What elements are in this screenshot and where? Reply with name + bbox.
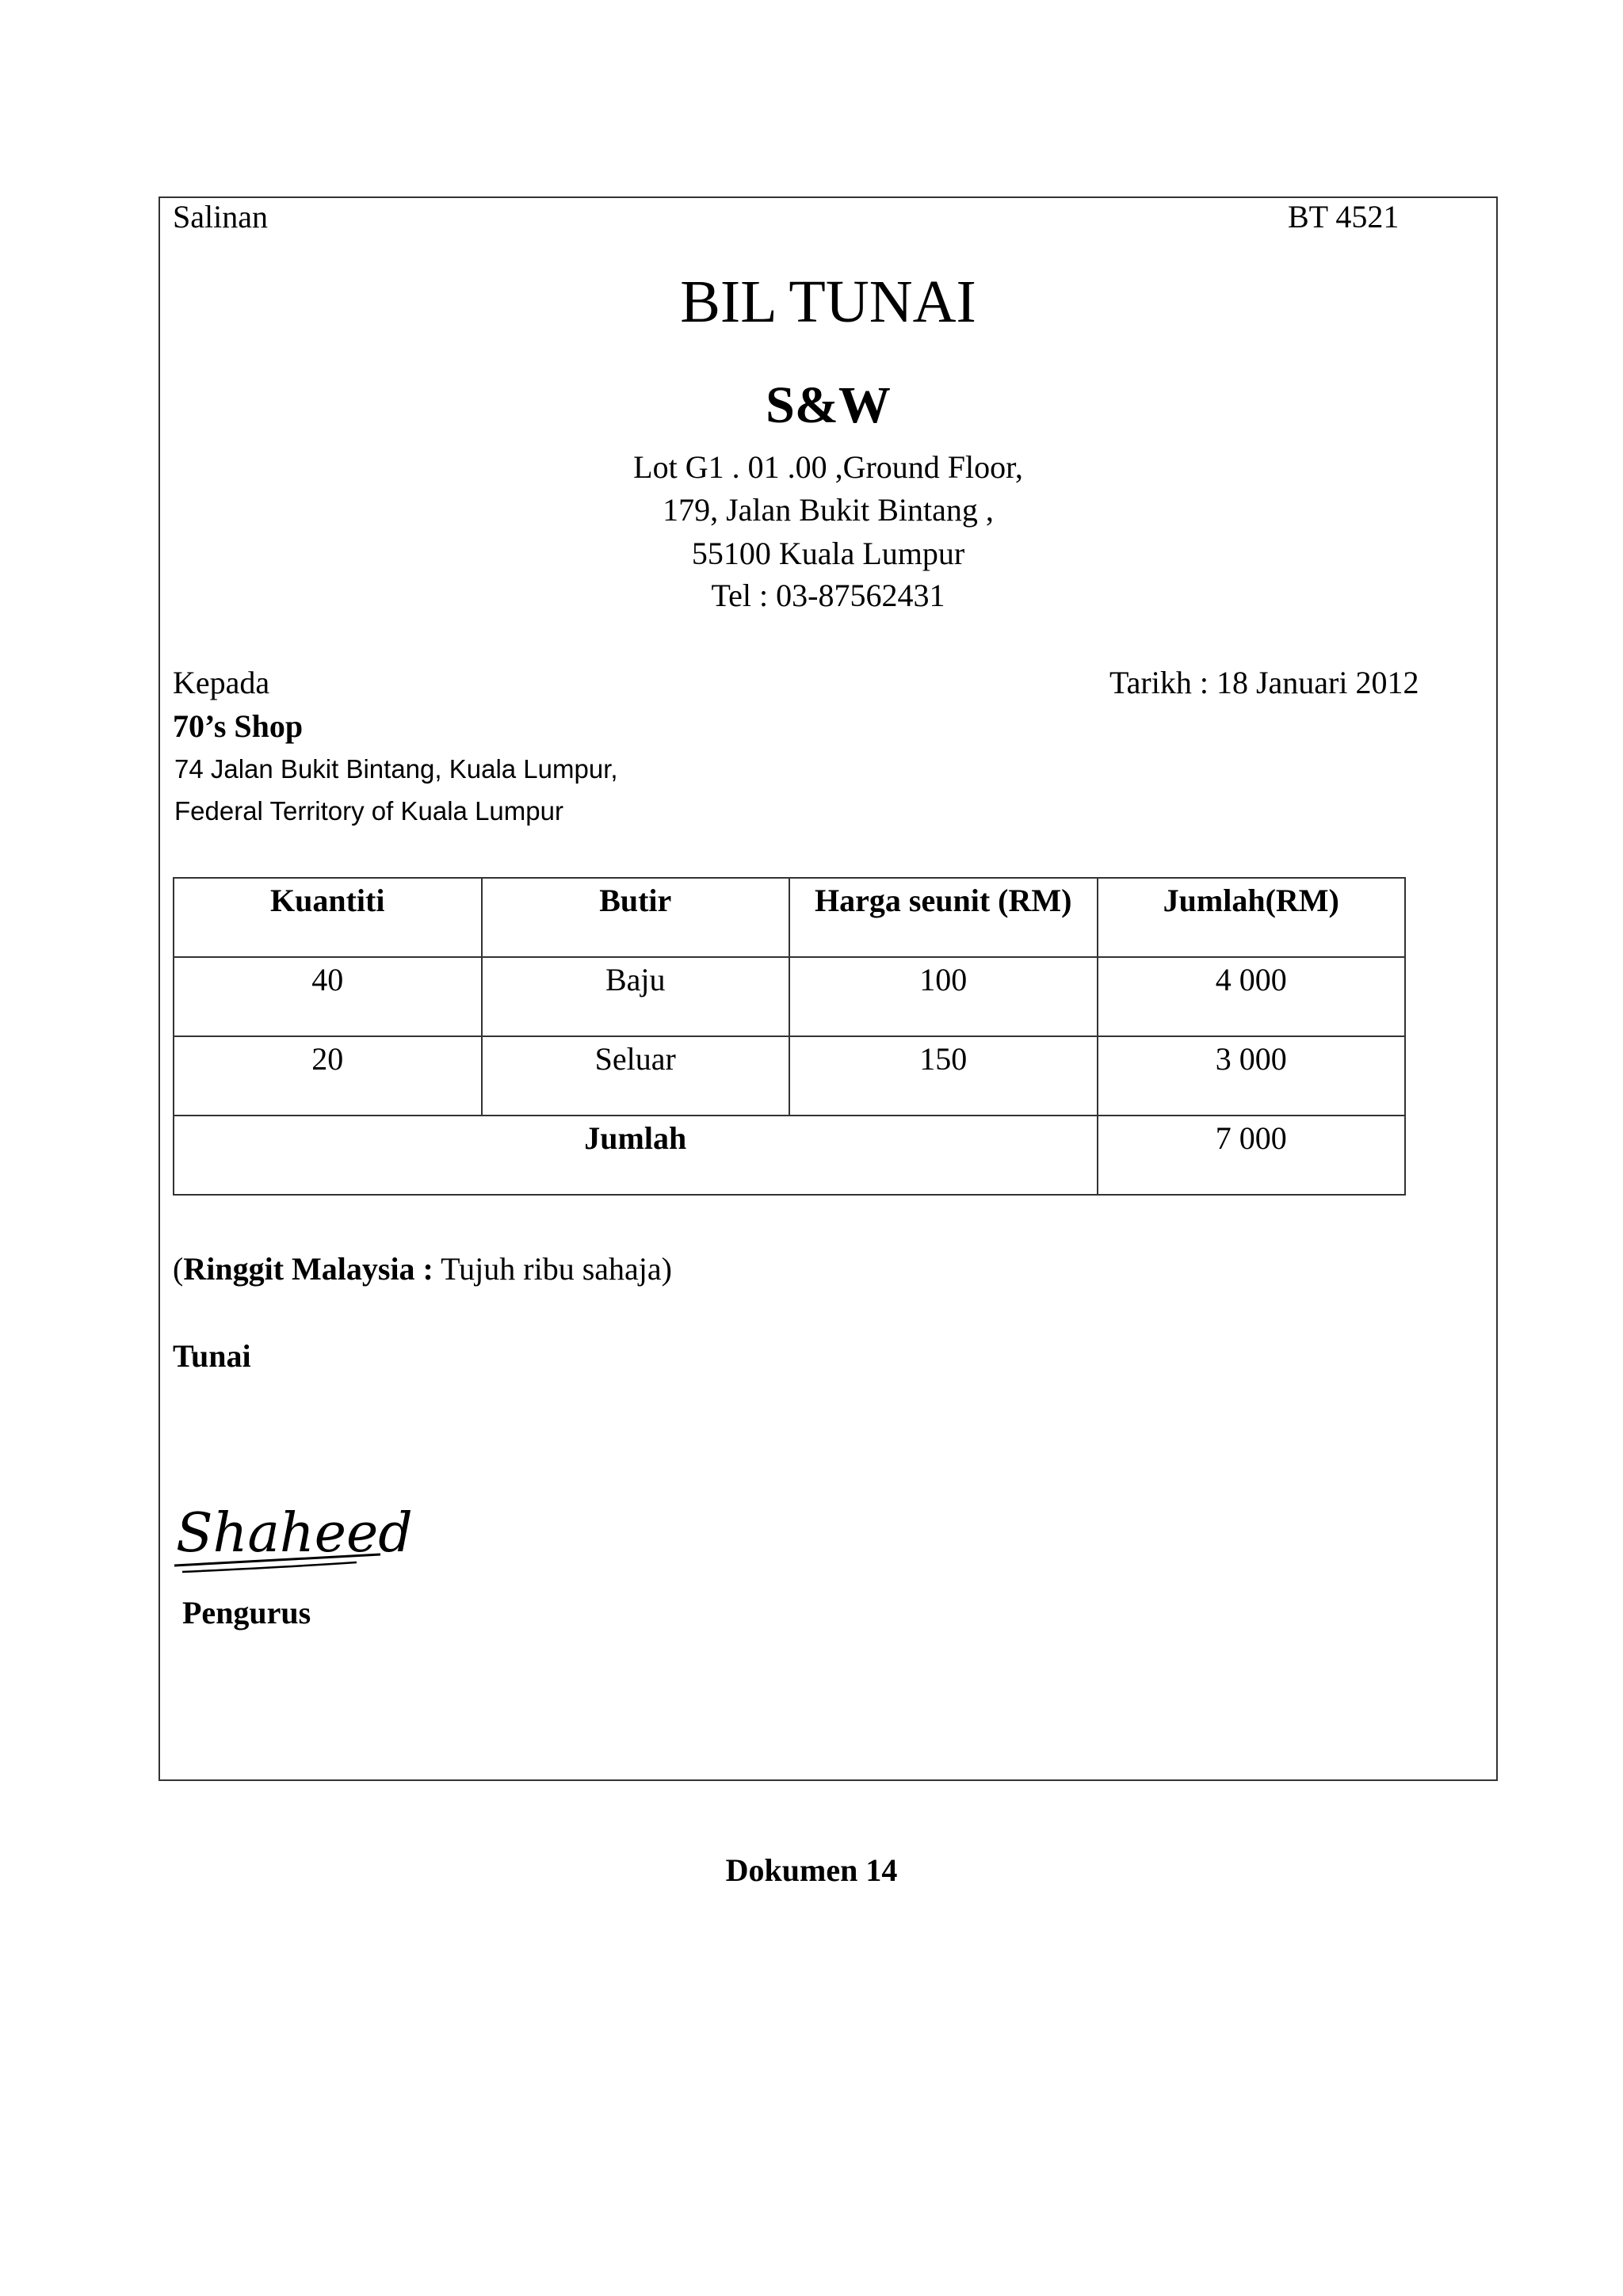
recipient-name: 70’s Shop	[173, 708, 304, 744]
seller-name: S&W	[766, 376, 891, 434]
document-title: BIL TUNAI	[680, 269, 976, 335]
cell-item: Baju	[482, 957, 790, 1036]
signature	[174, 1496, 412, 1587]
column-header-amount: Jumlah(RM)	[1098, 878, 1406, 957]
amount-words-label: Ringgit Malaysia :	[183, 1251, 433, 1287]
bill-date: Tarikh : 18 Januari 2012	[1109, 665, 1419, 700]
amount-in-words	[173, 1250, 672, 1287]
signatory-role: Pengurus	[182, 1595, 311, 1630]
bill-number: BT 4521	[1288, 199, 1400, 235]
recipient-address-line: Federal Territory of Kuala Lumpur	[174, 796, 563, 826]
seller-address-line: Lot G1 . 01 .00 ,Ground Floor,	[633, 449, 1023, 485]
seller-address-line: 55100 Kuala Lumpur	[691, 536, 965, 571]
items-table	[173, 877, 1406, 1196]
recipient-label: Kepada	[173, 665, 270, 700]
amount-words-text: Tujuh ribu sahaja)	[433, 1251, 672, 1287]
column-header-unit-price: Harga seunit (RM)	[789, 878, 1098, 957]
table-total-row	[174, 1116, 1405, 1195]
copy-label: Salinan	[173, 199, 268, 235]
cell-unit-price: 100	[789, 957, 1098, 1036]
column-header-quantity: Kuantiti	[174, 878, 482, 957]
total-label: Jumlah	[174, 1116, 1098, 1195]
table-header-row	[174, 878, 1405, 957]
payment-method: Tunai	[173, 1338, 251, 1374]
recipient-address-line: 74 Jalan Bukit Bintang, Kuala Lumpur,	[174, 754, 618, 784]
cell-item: Seluar	[482, 1036, 790, 1116]
column-header-item: Butir	[482, 878, 790, 957]
cell-amount: 4 000	[1098, 957, 1406, 1036]
document-number: Dokumen 14	[725, 1852, 898, 1888]
total-value: 7 000	[1098, 1116, 1406, 1195]
signature-graphic	[174, 1496, 412, 1583]
cell-unit-price: 150	[789, 1036, 1098, 1116]
cell-quantity: 40	[174, 957, 482, 1036]
amount-words-open: (	[173, 1251, 184, 1287]
seller-phone: Tel : 03-87562431	[711, 578, 945, 613]
table-row	[174, 1036, 1405, 1116]
cell-quantity: 20	[174, 1036, 482, 1116]
seller-address-line: 179, Jalan Bukit Bintang ,	[663, 492, 994, 528]
table-row	[174, 957, 1405, 1036]
cell-amount: 3 000	[1098, 1036, 1406, 1116]
signature-text: Shaheed	[176, 1502, 412, 1565]
